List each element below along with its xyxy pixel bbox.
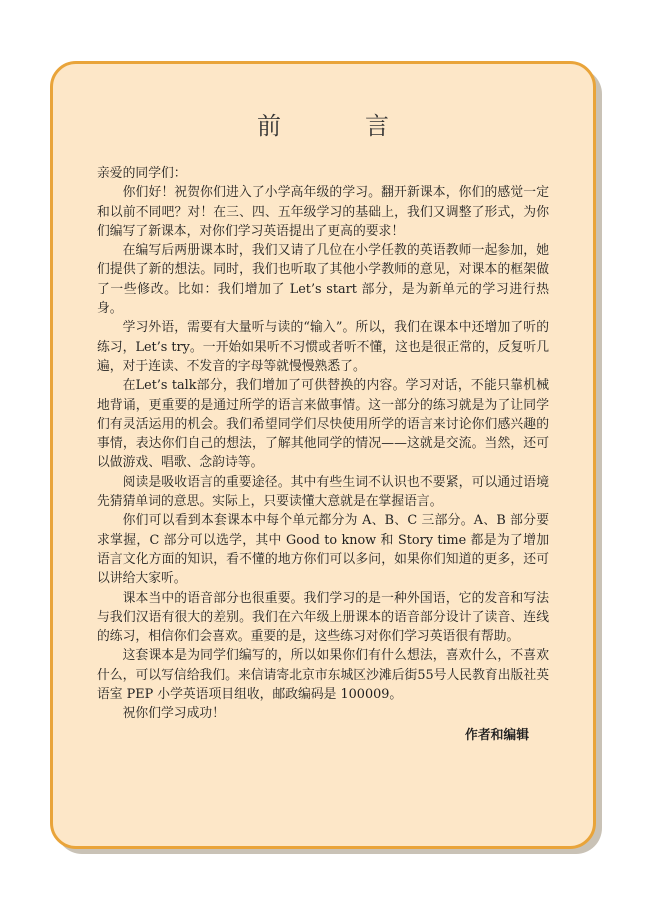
- page-title: 前 言: [257, 112, 419, 140]
- paragraph: 在Let’s talk部分，我们增加了可供替换的内容。学习对话，不能只靠机械地背诵，更重要的是通过所学的语言来做事情。这一部分的练习就是为了让同学们有灵活运用的机会。我们希望同学们尽快使用所学的语言来讨论你们感兴趣的事情，表达你们自己的想法，了解其他同学的情况——这就是交流。当然，还可以做游戏、唱歌、念韵诗等。: [97, 378, 549, 471]
- paragraph: 在编写后两册课本时，我们又请了几位在小学任教的英语教师一起参加，她们提供了新的想法。同时，我们也听取了其他小学教师的意见，对课本的框架做了一些修改。比如：我们增加了 Let’s start 部分，是为新单元的学习进行热身。: [97, 243, 549, 317]
- preface-card: [50, 61, 596, 849]
- paragraph: 阅读是吸收语言的重要途径。其中有些生词不认识也不要紧，可以通过语境先猜猜单词的意思。实际上，只要读懂大意就是在掌握语言。: [97, 474, 549, 510]
- preface-body: [97, 164, 549, 745]
- signature: 作者和编辑: [465, 727, 529, 743]
- greeting: 亲爱的同学们：: [97, 166, 187, 181]
- closing-wish: 祝你们学习成功！: [122, 706, 225, 722]
- paragraph: 你们可以看到本套课本中每个单元都分为 A、B、C 三部分。A、B 部分要求掌握，C 部分可以选学，其中 Good to know 和 Story time 都是为了增加语言文化方面的知识，看不懂的地方你们可以多问，如果你们知道的更多，还可以讲给大家听。: [97, 513, 549, 587]
- paragraph: 课本当中的语音部分也很重要。我们学习的是一种外国语，它的发音和写法与我们汉语有很大的差别。我们在六年级上册课本的语音部分设计了读音、连线的练习，相信你们会喜欢。重要的是，这些练习对你们学习英语很有帮助。: [97, 590, 549, 645]
- paragraph: 这套课本是为同学们编写的，所以如果你们有什么想法，喜欢什么，不喜欢什么，可以写信给我们。来信请寄北京市东城区沙滩后街55号人民教育出版社英语室 PEP 小学英语项目组收，邮政编码是 100009。: [97, 648, 549, 703]
- paragraph: 你们好！祝贺你们进入了小学高年级的学习。翻开新课本，你们的感觉一定和以前不同吧？对！在三、四、五年级学习的基础上，我们又调整了形式，为你们编写了新课本，对你们学习英语提出了更高的要求！: [97, 185, 549, 239]
- paragraph: 学习外语，需要有大量听与读的“输入”。所以，我们在课本中还增加了听的练习，Let’s try。一开始如果听不习惯或者听不懂，这也是很正常的，反复听几遍，对于连读、不发音的字母等就慢慢熟悉了。: [97, 320, 549, 374]
